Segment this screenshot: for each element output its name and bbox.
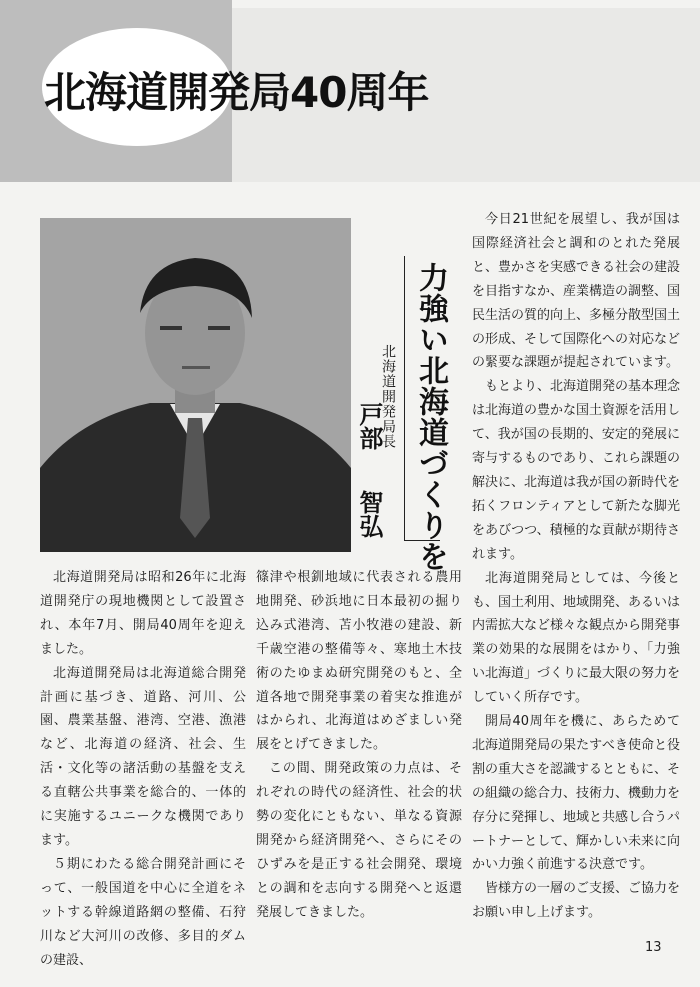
author-given-name: 智弘 (355, 490, 383, 538)
portrait-photo (40, 218, 351, 552)
paragraph: 北海道開発局は昭和26年に北海道開発庁の現地機関として設置され、本年7月、開局40周年を迎えました。 (40, 570, 246, 657)
paragraph: もとより、北海道開発の基本理念は北海道の豊かな国土資源を活用して、我が国の長期的、安定的発展に寄与するものであり、これら課題の解決に、北海道は我が国の新時代を拓くフロンティアとして新たな脚光をあびつつ、積極的な貢献が期待されます。 (472, 379, 681, 562)
author-role: 北海道開発局長 (380, 344, 396, 449)
author-name (352, 402, 387, 538)
paragraph: 篠津や根釧地域に代表される農用地開発、砂浜地に日本最初の掘り込み式港湾、苫小牧港の建設、新千歳空港の整備等々、寒地土木技術のたゆまぬ研究開発のもと、全道各地で開発事業の着実な推進がはかられ、北海道はめざましい発展をとげてきました。 (256, 570, 462, 753)
body-column-2 (256, 566, 462, 925)
page-number: 13 (645, 940, 662, 955)
page-title: 北海道開発局40周年 (44, 68, 429, 117)
paragraph: 北海道開発局は北海道総合開発計画に基づき、道路、河川、公園、農業基盤、港湾、空港、漁港など、北海道の経済、社会、生活・文化等の諸活動の基盤を支える直轄公共事業を総合的、一体的に実施するユニークな機関であります。 (40, 665, 246, 848)
portrait-photo-graphic (40, 218, 351, 552)
body-column-1 (40, 566, 246, 972)
article-headline: 力強い北海道づくりを (413, 262, 448, 572)
headline-vertical-rule (404, 256, 405, 540)
paragraph: 今日21世紀を展望し、我が国は国際経済社会と調和のとれた発展と、豊かさを実感できる社会の建設を目指すなか、産業構造の調整、国民生活の質的向上、多極分散型国土の形成、そして国際化への対応などの緊要な課題が提起されています。 (472, 212, 681, 371)
paragraph: 北海道開発局としては、今後とも、国土利用、地域開発、あるいは内需拡大など様々な観点から開発事業の効果的な展開をはかり、「力強い北海道」づくりに最大限の努力をしていく所存です。 (472, 570, 681, 706)
body-column-3 (472, 208, 680, 925)
paragraph: この間、開発政策の力点は、それぞれの時代の経済性、社会的状勢の変化にともない、単なる資源開発から経済開発へ、さらにそのひずみを是正する社会開発、環境との調和を志向する開発へと返還発展してきました。 (256, 761, 462, 920)
paragraph: 開局40周年を機に、あらためて北海道開発局の果たすべき使命と役割の重大さを認識するとともに、その組織の総合力、技術力、機動力を存分に発揮し、地域と共感し合うパートナーとして、輝かしい未来に向かい力強く前進する決意です。 (472, 714, 681, 873)
paragraph: 皆様方の一層のご支援、ご協力をお願い申し上げます。 (472, 881, 681, 921)
author-family-name: 戸部 (355, 402, 383, 450)
paragraph: ５期にわたる総合開発計画にそって、一般国道を中心に全道をネットする幹線道路網の整備、石狩川など大河川の改修、多目的ダムの建設、 (40, 856, 246, 968)
